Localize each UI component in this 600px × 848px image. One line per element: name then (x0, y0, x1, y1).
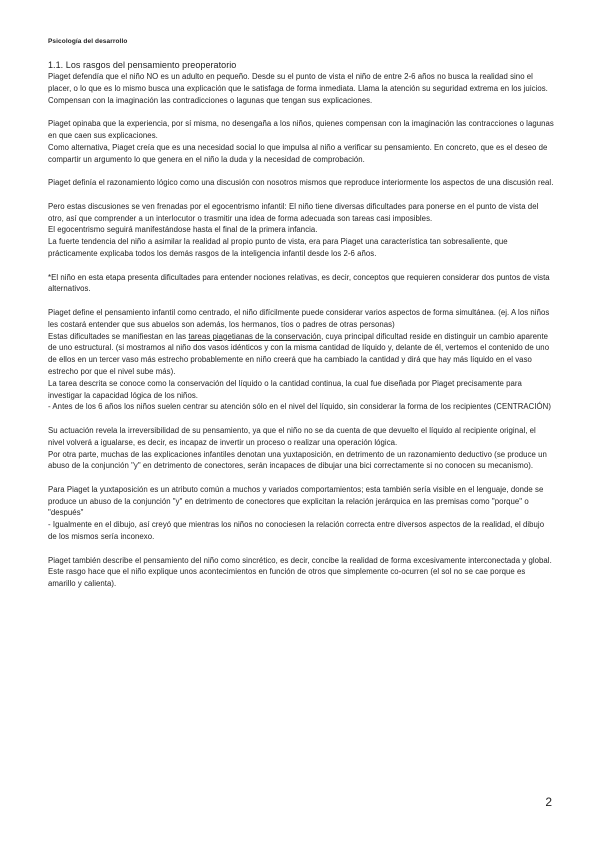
paragraph: *El niño en esta etapa presenta dificultades para entender nociones relativas, es decir, conceptos que requieren considerar dos puntos de vista alternativos. (48, 272, 550, 294)
text-run: , cuya principal dificultad reside en distinguir un cambio aparente de uno estructural. (si mostramos al niño dos vasos idénticos y con la misma cantidad de líquido y, delante de él, vertemos el contenido de uno de ellos en un tercer vaso más estrecho probablemente en niño creerá que ha cambiado la cantidad y dirá que hay más líquido en el vaso estrecho por que el nivel sube más). (48, 331, 550, 376)
paragraph: Piaget definía el razonamiento lógico como una discusión con nosotros mismos que reproduce interiormente los aspectos de una discusión real. (48, 178, 554, 188)
paragraph: La tarea descrita se conoce como la conservación del líquido o la cantidad continua, la cual fue diseñada por Piaget precisamente para investigar la capacidad lógica de los niños. (48, 378, 522, 400)
paragraph: Piaget define el pensamiento infantil como centrado, el niño difícilmente puede considerar varios aspectos de forma simultánea. (ej. A los niños les costará entender que sus abuelos son además, los hermanos, tíos o padres de otras personas) (48, 307, 550, 329)
paragraph: Piaget también describe el pensamiento del niño como sincrético, es decir, concibe la realidad de forma excesivamente interconectada y global. Este rasgo hace que el niño explique unos acontecimientos en función de otros que simplemente co-ocurren (el sol no se cae porque es amarillo y calienta). (48, 555, 552, 589)
underlined-term: tareas piagetianas de la conservación (188, 331, 322, 341)
paragraph: Piaget defendía que el niño NO es un adulto en pequeño. Desde su el punto de vista el niño de entre 2-6 años no busca la realidad sino el placer, o lo que es lo mismo busca una explicación que le satisfaga de forma inmediata. Llama la atención su seguridad extrema en los juicios. Compensan con la imaginación las contradicciones o lagunas que tengan sus explicaciones. (48, 72, 548, 105)
paragraph: Su actuación revela la irreversibilidad de su pensamiento, ya que el niño no se da cuenta de que devuelto el líquido al recipiente original, el nivel volverá a igualarse, es decir, es incapaz de invertir un proceso o realizar una operación lógica. (48, 425, 536, 447)
paragraph: - Igualmente en el dibujo, así creyó que mientras los niños no conociesen la relación correcta entre diversos aspectos de la realidad, el dibujo de los mismos sería inconexo. (48, 520, 545, 542)
running-header: Psicología del desarrollo (48, 38, 128, 45)
paragraph: El egocentrismo seguirá manifestándose hasta el final de la primera infancia. (48, 225, 318, 235)
paragraph: Por otra parte, muchas de las explicaciones infantiles denotan una yuxtaposición, en detrimento de un razonamiento deductivo (se produce un abuso de la conjunción "y" en detrimento de conectores, serán incapaces de dibujar una bici correctamente si no conocen su mecanismo). (48, 449, 547, 471)
section-title: 1.1. Los rasgos del pensamiento preoperatorio (48, 60, 237, 70)
text-run: Estas dificultades se manifiestan en las (48, 331, 189, 341)
paragraph: Piaget opinaba que la experiencia, por sí misma, no desengaña a los niños, quienes compensan con la imaginación las contracciones o lagunas en que caen sus explicaciones. (48, 119, 554, 140)
paragraph: - Antes de los 6 años los niños suelen centrar su atención sólo en el nivel del líquido, sin considerar la forma de los recipientes (CENTRACIÓN) (48, 402, 551, 412)
page-number: 2 (545, 795, 552, 809)
paragraph: Para Piaget la yuxtaposición es un atributo común a muchos y variados comportamientos; esta también sería visible en el lenguaje, donde se produce un abuso de la conjunción "y" en detrimento de conectores que explicitan la relación jerárquica en las premisas como "porque" o "después" (48, 484, 544, 518)
paragraph (48, 331, 554, 378)
paragraph: La fuerte tendencia del niño a asimilar la realidad al propio punto de vista, era para Piaget una característica tan sobresaliente, que prácticamente explicaba todos los demás rasgos de la inteligencia infantil desde los 2-6 años. (48, 237, 508, 258)
page-content (48, 60, 554, 590)
paragraph: Como alternativa, Piaget creía que es una necesidad social lo que impulsa al niño a verificar su pensamiento. En concreto, que es el deseo de compartir un argumento lo que genera en el niño la duda y la necesidad de comprobación. (48, 142, 548, 164)
paragraph: Pero estas discusiones se ven frenadas por el egocentrismo infantil: El niño tiene diversas dificultades para ponerse en el punto de vista del otro, así que comprender a un interlocutor o trasmitir una idea de forma adecuada son tareas casi imposibles. (48, 201, 539, 223)
